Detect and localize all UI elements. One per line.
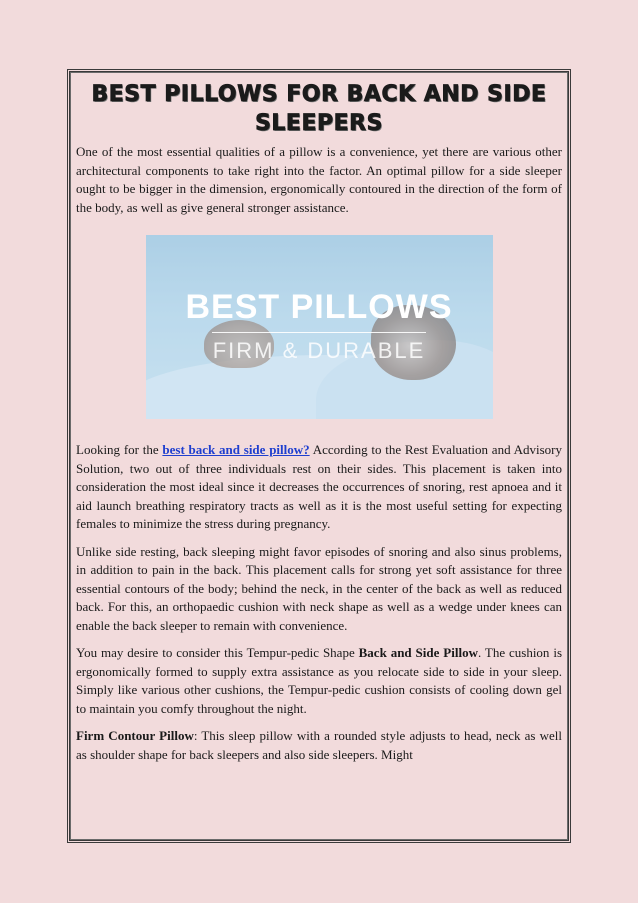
page-title: BEST PILLOWS FOR BACK AND SIDE SLEEPERS	[91, 82, 547, 136]
paragraph-firm-contour	[76, 727, 562, 764]
hero-overlay	[146, 235, 493, 419]
para4-lead: You may desire to consider this Tempur-pedic Shape	[76, 645, 359, 660]
hero-image-wrapper	[76, 235, 562, 419]
hero-title: BEST PILLOWS	[185, 288, 453, 326]
hero-divider	[212, 332, 426, 333]
intro-paragraph: One of the most essential qualities of a pillow is a convenience, yet there are various other architectural components to take right into the factor. An optimal pillow for a side sleeper ought to be bigger in the dimension, ergonomically contoured in the direction of the form of the body, as well as give general stronger assistance.	[76, 144, 562, 215]
hero-subtitle: FIRM & DURABLE	[212, 338, 426, 363]
para4-body: . The cushion is ergonomically formed to supply extra assistance as you relocate side to side in your sleep. Simply like various other cushions, the Tempur-pedic cushion consists of cooling down gel to maintain you comfy throughout the night.	[76, 645, 562, 716]
para2-body: According to the Rest Evaluation and Advisory Solution, two out of three individuals rest on their sides. This placement is taken into consideration the most ideal since it decreases the occurrences of snoring, rest apnoea and it aid launch breathing respiratory tracts as well as it is the most useful setting for expecting females to minimize the stress during pregnancy.	[76, 442, 563, 531]
hero-image	[146, 235, 493, 419]
paragraph-back-sleeping: Unlike side resting, back sleeping might favor episodes of snoring and also sinus problems, in addition to pain in the back. This placement calls for strong yet soft assistance for three essential contours of the body; behind the neck, in the center of the back as well as reduced back. For this, an orthopaedic cushion with neck shape as well as a wedge under knees can enable the back sleeper to remain with convenience.	[76, 543, 562, 633]
para2-lead: Looking for the	[76, 442, 163, 457]
document-content	[76, 80, 562, 773]
paragraph-tempurpedic	[76, 644, 562, 718]
para5-bold: Firm Contour Pillow	[76, 728, 194, 743]
page-border-frame	[67, 69, 571, 843]
paragraph-side-sleeping	[76, 441, 562, 534]
para5-body: : This sleep pillow with a rounded style adjusts to head, neck as well as shoulder shape for back sleepers and also side sleepers. Might	[76, 728, 562, 762]
para4-bold: Back and Side Pillow	[358, 645, 478, 660]
best-pillow-link[interactable]: best back and side pillow?	[162, 442, 310, 457]
